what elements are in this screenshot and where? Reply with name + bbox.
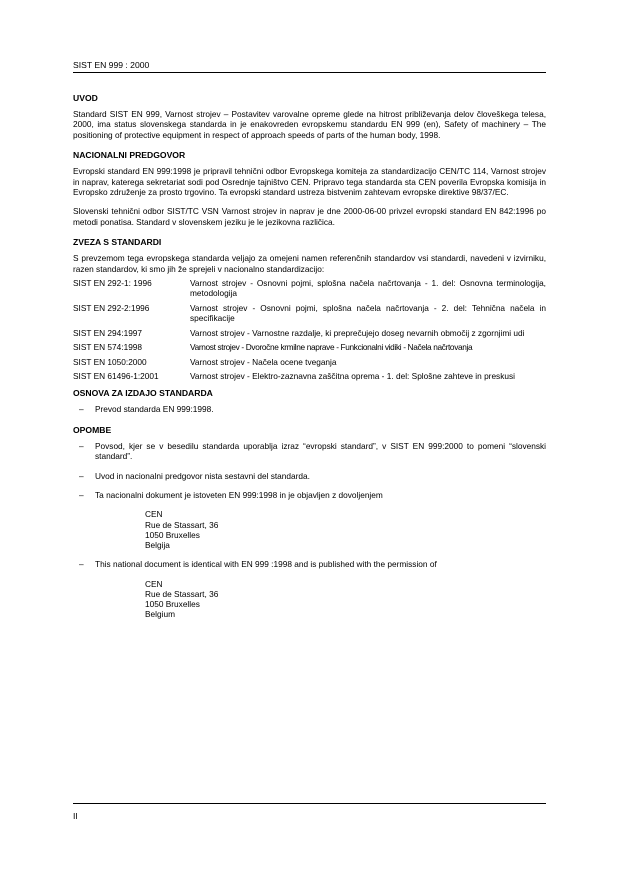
page-number: II: [73, 811, 78, 821]
section-nacionalni-predgovor: [73, 150, 546, 227]
address-line: Rue de Stassart, 36: [145, 519, 219, 530]
standard-row: [73, 303, 546, 324]
standard-row: [73, 371, 546, 381]
address-line: CEN: [145, 578, 163, 589]
standards-list: [73, 278, 546, 381]
section-heading: NACIONALNI PREDGOVOR: [73, 150, 186, 161]
header-rule: [73, 72, 546, 73]
footer-rule: [73, 803, 546, 804]
list-item: [73, 490, 546, 500]
paragraph: Slovenski tehnični odbor SIST/TC VSN Varnost strojev in naprav je dne 2000-06-00 privzel evropski standard EN 842:1996 po metodi ponatisa. Standard v slovenskem jeziku je le jezikovna različica.: [73, 206, 546, 227]
section-osnova: [73, 388, 546, 414]
address-line: 1050 Bruxelles: [145, 598, 200, 609]
dash-bullet: –: [79, 440, 84, 451]
dash-bullet: –: [79, 489, 84, 500]
standard-code: SIST EN 574:1998: [73, 342, 143, 353]
standard-row: [73, 278, 546, 299]
list-item-text: Uvod in nacionalni predgovor nista sestavni del standarda.: [95, 470, 310, 481]
standard-code: SIST EN 294:1997: [73, 327, 143, 338]
address-line: CEN: [145, 509, 163, 520]
paragraph: S prevzemom tega evropskega standarda veljajo za omejeni namen referenčnih standardov vsi standardi, navedeni v izvirniku, razen standardov, ki smo jih že sprejeli v nacionalno standardizacijo:: [73, 253, 546, 274]
standard-title: Varnost strojev - Načela ocene tveganja: [190, 356, 337, 367]
section-uvod: [73, 93, 546, 140]
address-line: Belgium: [145, 609, 175, 620]
address-line: Rue de Stassart, 36: [145, 588, 219, 599]
standard-title: Varnost strojev - Varnostne razdalje, ki preprečujejo doseg nevarnih območij z zgornjimi udi: [190, 327, 525, 338]
standard-code: SIST EN 1050:2000: [73, 356, 147, 367]
dash-bullet: –: [79, 559, 84, 570]
address-block-en: [145, 579, 546, 620]
section-heading: ZVEZA S STANDARDI: [73, 237, 162, 248]
paragraph: Evropski standard EN 999:1998 je pripravil tehnični odbor Evropskega komiteja za standardizacijo CEN/TC 114, Varnost strojev in naprav, katerega sekretariat sodi pod Osrednje tajništvo CEN. Pripravo tega standarda sta CEN poverila Evropska komisija in Evropsko združenje za prosto trgovino. Ta evropski standard ustreza bistvenim zahtevam evropske direktive 98/37/EC.: [73, 166, 546, 198]
dash-bullet: –: [79, 404, 84, 415]
standard-title: Varnost strojev - Osnovni pojmi, splošna načela načrtovanja - 2. del: Tehnična načela in specifikacije: [190, 302, 546, 324]
standard-code: SIST EN 61496-1:2001: [73, 370, 159, 381]
list-item-text: Prevod standarda EN 999:1998.: [95, 404, 214, 415]
list-item: [73, 471, 546, 481]
list-item-text: This national document is identical with EN 999 :1998 and is published with the permission of: [95, 559, 437, 570]
address-block-sl: [145, 509, 546, 550]
dash-bullet: –: [79, 470, 84, 481]
list-item-text: Ta nacionalni dokument je istoveten EN 999:1998 in je objavljen z dovoljenjem: [95, 489, 383, 500]
standard-row: [73, 342, 546, 352]
section-heading: OSNOVA ZA IZDAJO STANDARDA: [73, 388, 213, 399]
document-header: SIST EN 999 : 2000: [73, 60, 150, 70]
section-opombe: [73, 425, 546, 620]
standard-row: [73, 328, 546, 338]
list-item: [73, 441, 546, 462]
address-line: Belgija: [145, 539, 170, 550]
address-line: 1050 Bruxelles: [145, 529, 200, 540]
list-item: [73, 404, 546, 414]
document-body: [73, 93, 546, 628]
standard-code: SIST EN 292-2:1996: [73, 302, 150, 313]
standard-title: Varnost strojev - Dvoročne krmilne naprave - Funkcionalni vidiki - Načela načrtovanja: [190, 342, 473, 353]
section-zveza-s-standardi: [73, 237, 546, 381]
standard-title: Varnost strojev - Elektro-zaznavna zaščitna oprema - 1. del: Splošne zahteve in preskusi: [190, 370, 515, 381]
paragraph: Standard SIST EN 999, Varnost strojev – Postavitev varovalne opreme glede na hitrost približevanja delov človeškega telesa, 2000, ima status slovenskega standarda in je enakovreden evropskemu standardu EN 999 (en), Safety of machinery – The positioning of protective equipment in respect of approach speeds of parts of the human body, 1998.: [73, 109, 546, 140]
standard-title: Varnost strojev - Osnovni pojmi, splošna načela načrtovanja - 1. del: Osnovna terminologija, metodologija: [190, 278, 546, 299]
section-heading: UVOD: [73, 93, 98, 103]
standard-row: [73, 357, 546, 367]
list-item-text: Povsod, kjer se v besedilu standarda uporablja izraz “evropski standard”, v SIST EN 999:2000 to pomeni “slovenski standard”.: [95, 440, 546, 462]
list-item: [73, 559, 546, 569]
standard-code: SIST EN 292-1: 1996: [73, 278, 152, 289]
section-heading: OPOMBE: [73, 424, 112, 435]
